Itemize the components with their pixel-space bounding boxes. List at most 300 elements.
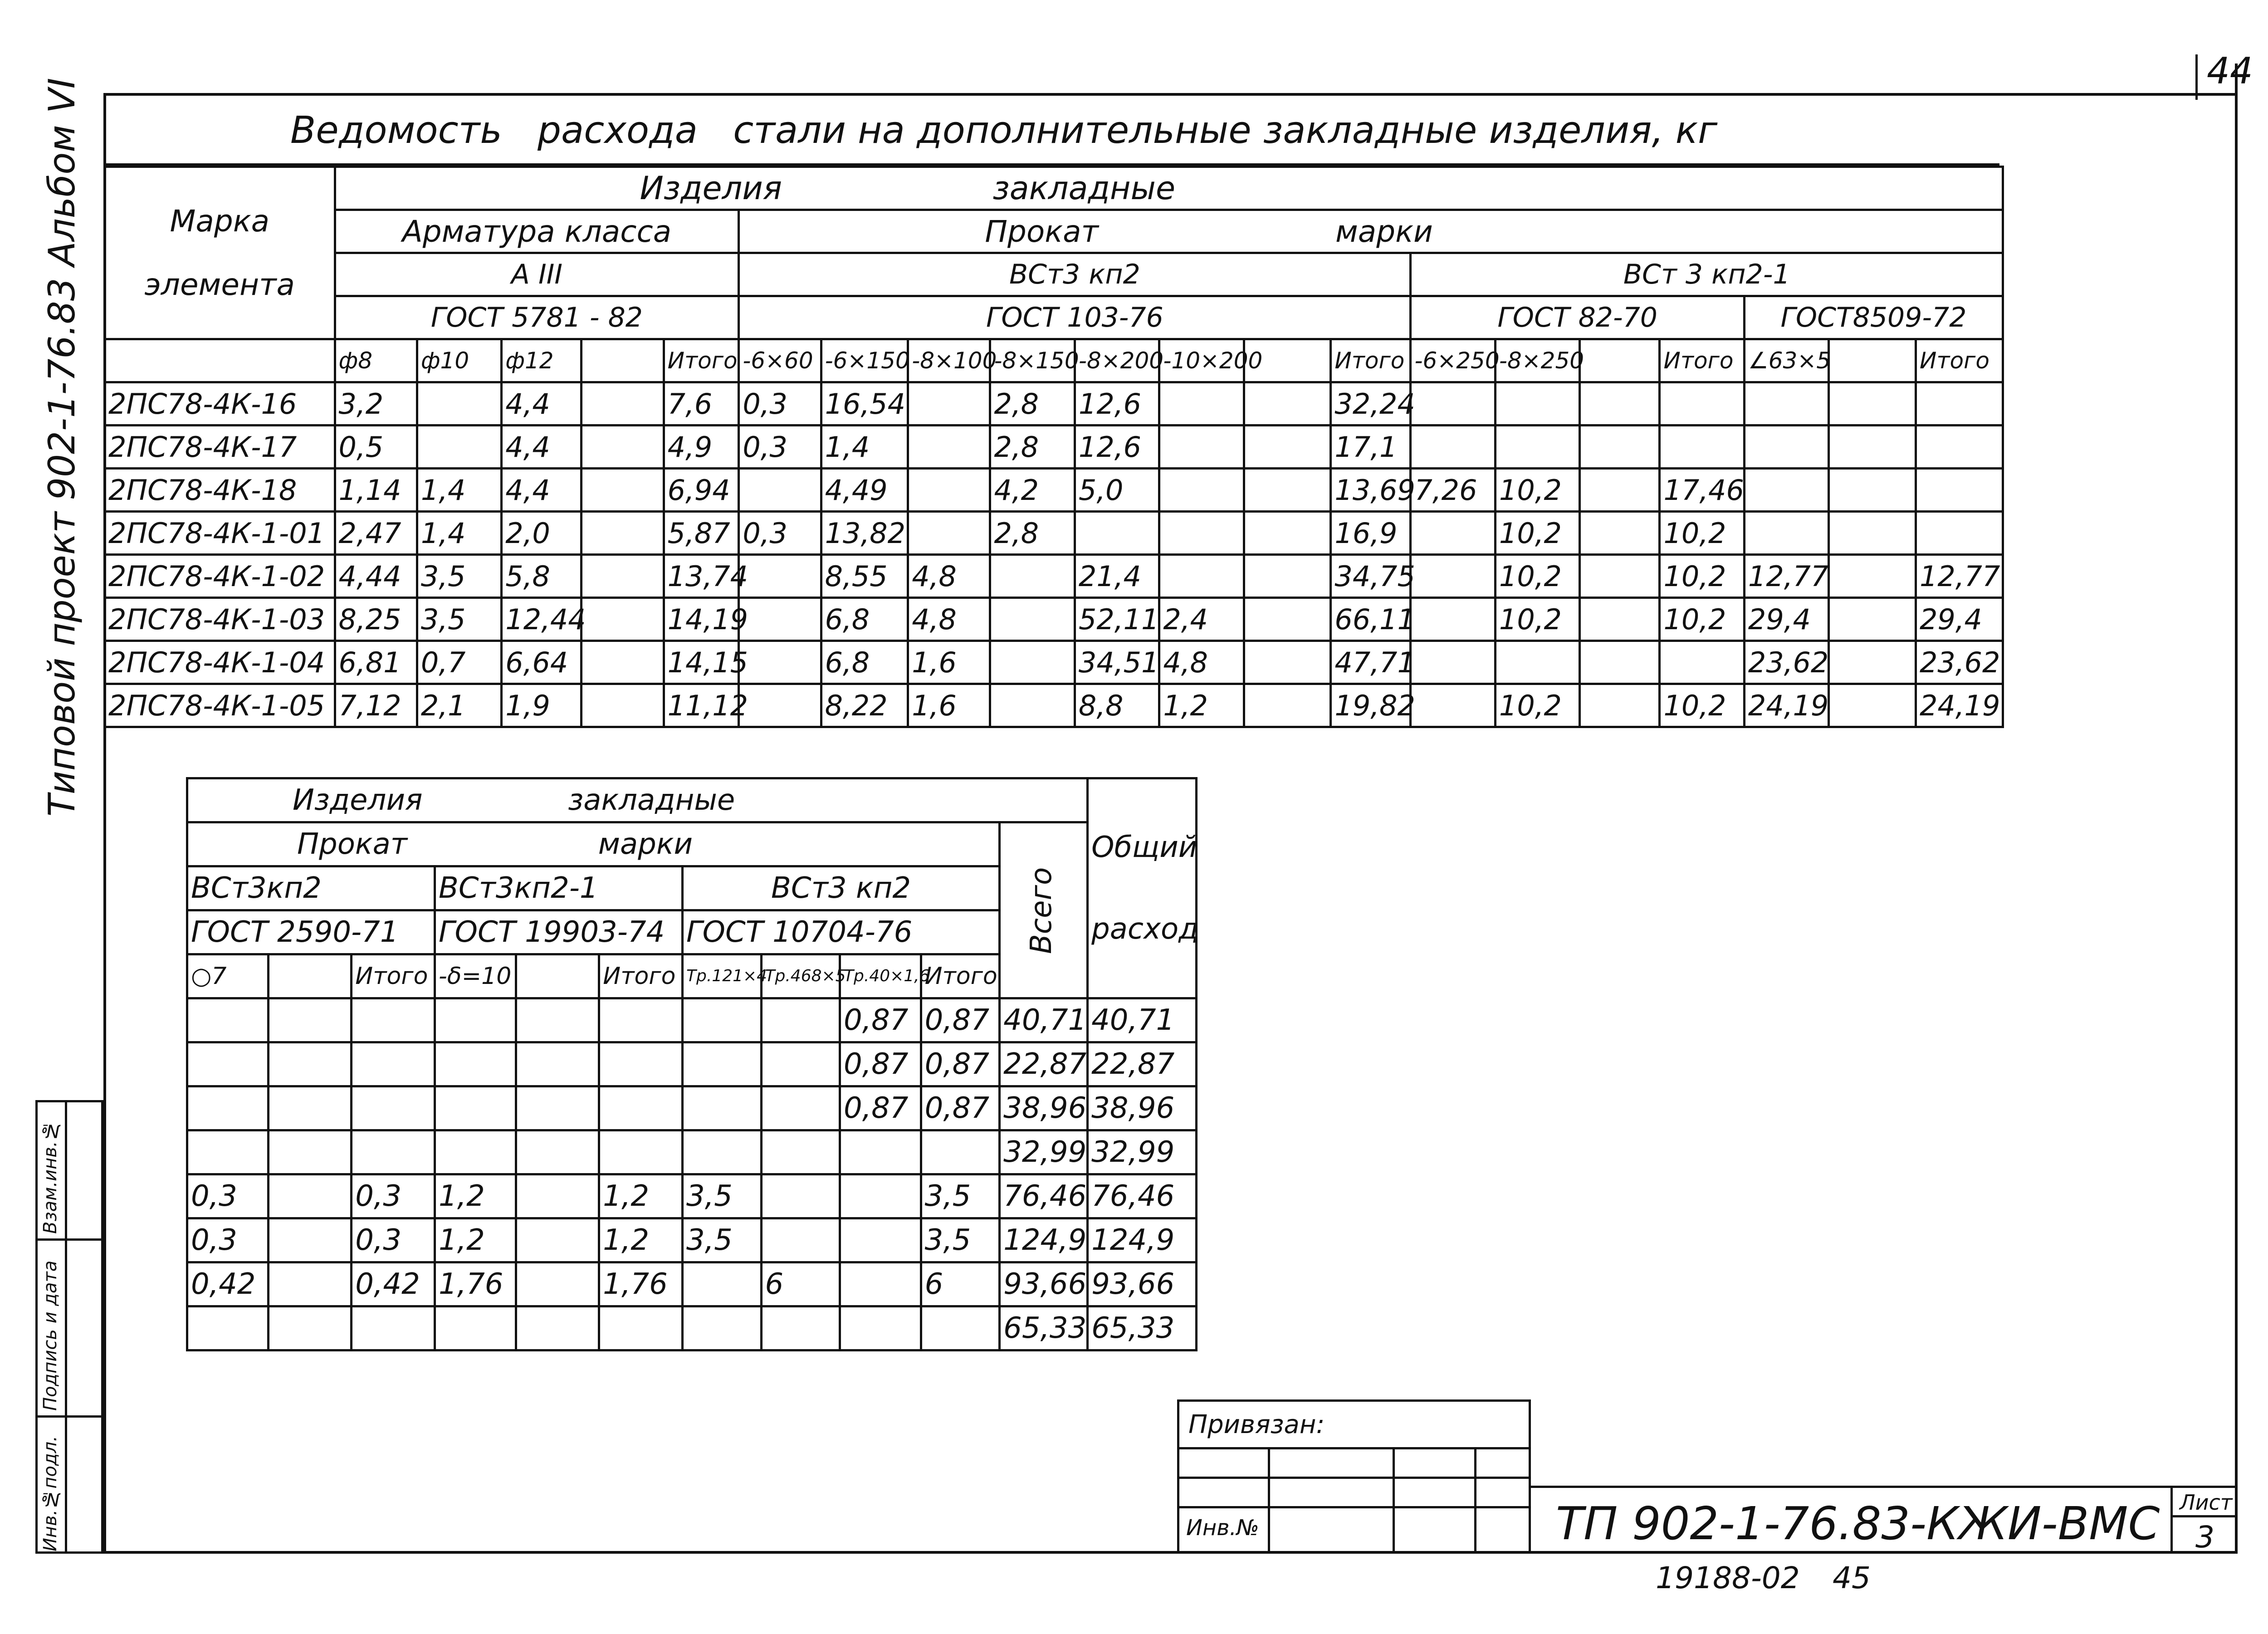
value-cell [1244, 598, 1331, 641]
vsego-header [1000, 822, 1088, 998]
value-cell: 2,1 [417, 684, 501, 727]
value-cell: 4,8 [908, 555, 990, 598]
total-label-2: расход [1091, 912, 1199, 946]
value-cell: 0,7 [417, 641, 501, 684]
value-cell [516, 1262, 599, 1306]
value-cell: 4,8 [908, 598, 990, 641]
table-row [187, 1306, 1197, 1350]
table-row [105, 469, 2003, 512]
value-cell [417, 426, 501, 469]
value-cell: 66,11 [1331, 598, 1411, 641]
value-cell [1244, 426, 1331, 469]
value-cell [990, 641, 1075, 684]
value-cell: 3,5 [683, 1174, 762, 1218]
value-cell [1244, 512, 1331, 555]
value-cell [1916, 426, 2003, 469]
value-cell: 16,54 [821, 382, 908, 426]
value-cell [739, 598, 821, 641]
value-cell: 1,2 [1159, 684, 1244, 727]
value-cell [1580, 555, 1660, 598]
col-header [1580, 339, 1660, 382]
value-cell [683, 1086, 762, 1130]
value-cell [1829, 426, 1916, 469]
value-cell [1159, 555, 1244, 598]
value-cell [1660, 426, 1744, 469]
table-row [105, 641, 2003, 684]
value-cell: 8,8 [1075, 684, 1159, 727]
value-cell [1411, 512, 1495, 555]
value-cell [990, 555, 1075, 598]
value-cell [1580, 684, 1660, 727]
value-cell: 7,26 [1411, 469, 1495, 512]
main-table-body [105, 382, 2003, 727]
value-cell: 0,42 [352, 1262, 435, 1306]
value-cell: 0,3 [739, 512, 821, 555]
main-table [103, 166, 2004, 728]
value-cell: 17,1 [1331, 426, 1411, 469]
col-header: Итого [664, 339, 739, 382]
list-divider [2173, 1515, 2238, 1517]
bottom-col-header: -δ=10 [435, 954, 516, 998]
value-cell [761, 1218, 840, 1262]
col-header: ф12 [502, 339, 582, 382]
bottom-col-header [268, 954, 352, 998]
prokat-label: Прокат [985, 214, 1099, 249]
value-cell: 0,87 [921, 998, 1000, 1042]
value-cell: 0,42 [187, 1262, 269, 1306]
value-cell [1411, 684, 1495, 727]
value-cell: 5,8 [502, 555, 582, 598]
value-cell [582, 512, 664, 555]
value-cell [1580, 426, 1660, 469]
value-cell [1495, 426, 1579, 469]
bottom-col-header: Тр.468×5 [761, 954, 840, 998]
value-cell: 40,71 [1088, 998, 1197, 1042]
value-cell [1829, 512, 1916, 555]
value-cell: 10,2 [1495, 555, 1579, 598]
document-code: ТП 902-1-76.83-КЖИ-ВМС [1556, 1497, 2160, 1550]
value-cell [268, 1262, 352, 1306]
element-mark-cell: 2ПС78-4К-1-04 [105, 641, 335, 684]
gost-103: ГОСТ 103-76 [739, 296, 1411, 339]
stamp-block [1177, 1399, 1531, 1554]
value-cell: 8,25 [335, 598, 417, 641]
value-cell [1411, 426, 1495, 469]
element-mark-cell: 2ПС78-4К-1-03 [105, 598, 335, 641]
value-cell: 14,19 [664, 598, 739, 641]
corner-tick [2195, 54, 2198, 100]
value-cell [1411, 382, 1495, 426]
col-header: -8×150 [990, 339, 1075, 382]
value-cell: 23,62 [1916, 641, 2003, 684]
value-cell [268, 1042, 352, 1086]
value-cell: 4,4 [502, 382, 582, 426]
value-cell [516, 1218, 599, 1262]
bottom-group-2: закладные [568, 783, 735, 817]
value-cell [599, 998, 683, 1042]
value-cell: 2,8 [990, 426, 1075, 469]
value-cell [352, 1042, 435, 1086]
value-cell [187, 998, 269, 1042]
armature-header: Арматура класса [335, 210, 739, 253]
value-cell: 1,2 [599, 1218, 683, 1262]
value-cell: 3,5 [921, 1218, 1000, 1262]
value-cell: 2,4 [1159, 598, 1244, 641]
value-cell: 47,71 [1331, 641, 1411, 684]
total-label-1: Общий [1091, 831, 1198, 864]
value-cell: 10,2 [1495, 684, 1579, 727]
value-cell [268, 1086, 352, 1130]
value-cell [1744, 512, 1828, 555]
gost-10704: ГОСТ 10704-76 [683, 910, 1000, 954]
value-cell [1411, 555, 1495, 598]
value-cell [1159, 512, 1244, 555]
table-row [187, 1262, 1197, 1306]
value-cell [1580, 512, 1660, 555]
value-cell [516, 1306, 599, 1350]
value-cell: 6,64 [502, 641, 582, 684]
value-cell [1495, 641, 1579, 684]
value-cell [761, 998, 840, 1042]
value-cell [1660, 382, 1744, 426]
value-cell [683, 1042, 762, 1086]
value-cell [516, 1130, 599, 1174]
value-cell [1244, 641, 1331, 684]
value-cell: 32,24 [1331, 382, 1411, 426]
left-stamp-vzam: Взам.инв.№ [40, 1120, 61, 1234]
table-row [105, 684, 2003, 727]
value-cell [1411, 641, 1495, 684]
value-cell: 0,3 [352, 1218, 435, 1262]
bottom-col-header [516, 954, 599, 998]
table-row [105, 426, 2003, 469]
value-cell: 0,87 [840, 1086, 921, 1130]
col-header [582, 339, 664, 382]
value-cell: 10,2 [1495, 512, 1579, 555]
value-cell: 40,71 [1000, 998, 1088, 1042]
value-cell [268, 1130, 352, 1174]
gost-19903: ГОСТ 19903-74 [435, 910, 683, 954]
value-cell: 1,2 [599, 1174, 683, 1218]
bottom-prokat-header [187, 822, 1000, 866]
value-cell: 7,12 [335, 684, 417, 727]
value-cell: 2,0 [502, 512, 582, 555]
bottom-col-header: Итого [352, 954, 435, 998]
value-cell [582, 382, 664, 426]
page-title: Ведомость расхода стали на дополнительные закладные изделия, кг [290, 109, 1718, 152]
col-header: -10×200 [1159, 339, 1244, 382]
value-cell [435, 1042, 516, 1086]
value-cell [417, 382, 501, 426]
stamp-v3 [1474, 1447, 1476, 1554]
bottom-page-no: 45 [1833, 1561, 1871, 1595]
side-label: Типовой проект 902-1-76.83 Альбом VI [41, 78, 83, 817]
value-cell: 76,46 [1088, 1174, 1197, 1218]
left-stamp-divider [65, 1102, 67, 1551]
value-cell: 19,82 [1331, 684, 1411, 727]
value-cell [352, 998, 435, 1042]
value-cell [599, 1086, 683, 1130]
element-mark-cell: 2ПС78-4К-17 [105, 426, 335, 469]
value-cell [1580, 382, 1660, 426]
value-cell [921, 1306, 1000, 1350]
value-cell: 11,12 [664, 684, 739, 727]
value-cell [683, 1306, 762, 1350]
value-cell: 4,4 [502, 426, 582, 469]
value-cell: 6 [761, 1262, 840, 1306]
table-row [105, 555, 2003, 598]
value-cell [187, 1130, 269, 1174]
bottom-prokat: Прокат [297, 827, 408, 861]
prokat-header [739, 210, 2003, 253]
value-cell: 1,76 [599, 1262, 683, 1306]
value-cell [1660, 641, 1744, 684]
value-cell [1411, 598, 1495, 641]
vst3kp2-header: ВСт3 кп2 [739, 253, 1411, 296]
value-cell [739, 684, 821, 727]
col-header: -6×150 [821, 339, 908, 382]
value-cell: 0,87 [921, 1042, 1000, 1086]
a3-header: А III [335, 253, 739, 296]
value-cell [599, 1130, 683, 1174]
value-cell [990, 598, 1075, 641]
value-cell [516, 1174, 599, 1218]
value-cell: 14,15 [664, 641, 739, 684]
col-header: Итого [1331, 339, 1411, 382]
value-cell [990, 684, 1075, 727]
column-header-row [105, 339, 2003, 382]
value-cell [352, 1130, 435, 1174]
value-cell: 0,3 [352, 1174, 435, 1218]
value-cell [1244, 382, 1331, 426]
gost-5781: ГОСТ 5781 - 82 [335, 296, 739, 339]
bottom-group-header [187, 778, 1088, 822]
value-cell: 1,6 [908, 684, 990, 727]
value-cell [352, 1306, 435, 1350]
value-cell: 34,51 [1075, 641, 1159, 684]
value-cell [187, 1306, 269, 1350]
list-number: 3 [2195, 1520, 2214, 1555]
value-cell: 13,74 [664, 555, 739, 598]
vst3kp2-1-header: ВСт 3 кп2-1 [1411, 253, 2003, 296]
value-cell: 12,6 [1075, 426, 1159, 469]
table-row [105, 382, 2003, 426]
value-cell [921, 1130, 1000, 1174]
value-cell: 23,62 [1744, 641, 1828, 684]
value-cell: 0,3 [187, 1174, 269, 1218]
value-cell: 0,3 [739, 382, 821, 426]
value-cell: 0,3 [187, 1218, 269, 1262]
value-cell [516, 998, 599, 1042]
value-cell: 93,66 [1000, 1262, 1088, 1306]
value-cell [268, 1174, 352, 1218]
value-cell: 12,77 [1916, 555, 2003, 598]
value-cell [840, 1306, 921, 1350]
marki-label: марки [1335, 214, 1433, 249]
value-cell: 29,4 [1744, 598, 1828, 641]
value-cell [435, 1130, 516, 1174]
value-cell: 0,3 [739, 426, 821, 469]
value-cell: 6 [921, 1262, 1000, 1306]
col-header: -6×250 [1411, 339, 1495, 382]
value-cell: 4,4 [502, 469, 582, 512]
value-cell: 124,9 [1000, 1218, 1088, 1262]
value-cell [435, 998, 516, 1042]
value-cell: 10,2 [1495, 469, 1579, 512]
list-label: Лист [2180, 1490, 2233, 1515]
col-header: Итого [1660, 339, 1744, 382]
bottom-table [186, 777, 1198, 1351]
col-header: ф8 [335, 339, 417, 382]
value-cell [599, 1042, 683, 1086]
value-cell [840, 1130, 921, 1174]
value-cell [683, 1262, 762, 1306]
value-cell: 93,66 [1088, 1262, 1197, 1306]
bottom-col-header: ○7 [187, 954, 269, 998]
value-cell [1075, 512, 1159, 555]
value-cell: 21,4 [1075, 555, 1159, 598]
value-cell: 2,8 [990, 382, 1075, 426]
value-cell: 12,6 [1075, 382, 1159, 426]
value-cell [1159, 469, 1244, 512]
left-stamp [35, 1100, 103, 1554]
value-cell [1244, 684, 1331, 727]
value-cell: 1,4 [417, 512, 501, 555]
left-stamp-sign: Подпись и дата [40, 1260, 61, 1411]
value-cell: 4,2 [990, 469, 1075, 512]
value-cell [1580, 469, 1660, 512]
value-cell: 22,87 [1088, 1042, 1197, 1086]
bottom-code: 19188-02 [1656, 1561, 1800, 1595]
list-box [2170, 1486, 2238, 1554]
value-cell: 4,8 [1159, 641, 1244, 684]
value-cell [582, 598, 664, 641]
value-cell: 8,55 [821, 555, 908, 598]
value-cell: 12,44 [502, 598, 582, 641]
value-cell: 3,5 [417, 598, 501, 641]
value-cell: 6,8 [821, 641, 908, 684]
value-cell [1580, 641, 1660, 684]
value-cell [268, 1306, 352, 1350]
value-cell: 0,5 [335, 426, 417, 469]
bottom-col-header: Тр.121×4 [683, 954, 762, 998]
bottom-vst3kp2-1: ВСт3кп2-1 [435, 866, 683, 910]
total-header [1088, 778, 1197, 998]
group-header [335, 167, 2003, 210]
mark-header: Марка элемента [105, 167, 335, 339]
value-cell: 4,9 [664, 426, 739, 469]
value-cell: 6,81 [335, 641, 417, 684]
value-cell: 76,46 [1000, 1174, 1088, 1218]
table-row [187, 1130, 1197, 1174]
table-row [187, 1086, 1197, 1130]
value-cell [739, 555, 821, 598]
value-cell [187, 1042, 269, 1086]
value-cell: 32,99 [1000, 1130, 1088, 1174]
value-cell: 38,96 [1000, 1086, 1088, 1130]
frame-bottom [103, 1551, 2238, 1554]
gost-8509: ГОСТ8509-72 [1744, 296, 2003, 339]
value-cell [1159, 426, 1244, 469]
col-header: Итого [1916, 339, 2003, 382]
element-mark-cell: 2ПС78-4К-18 [105, 469, 335, 512]
value-cell [908, 426, 990, 469]
element-mark-cell: 2ПС78-4К-1-02 [105, 555, 335, 598]
value-cell [683, 998, 762, 1042]
value-cell [1744, 469, 1828, 512]
value-cell [1829, 641, 1916, 684]
value-cell [1829, 555, 1916, 598]
value-cell [599, 1306, 683, 1350]
value-cell: 22,87 [1000, 1042, 1088, 1086]
value-cell [761, 1306, 840, 1350]
value-cell: 3,5 [921, 1174, 1000, 1218]
col-header: ∠63×5 [1744, 339, 1828, 382]
value-cell: 1,6 [908, 641, 990, 684]
value-cell [268, 1218, 352, 1262]
value-cell: 0,87 [921, 1086, 1000, 1130]
value-cell [582, 684, 664, 727]
value-cell [1495, 382, 1579, 426]
value-cell: 4,49 [821, 469, 908, 512]
value-cell [1829, 684, 1916, 727]
value-cell: 5,87 [664, 512, 739, 555]
table-row [187, 1174, 1197, 1218]
gost-82: ГОСТ 82-70 [1411, 296, 1744, 339]
value-cell [739, 641, 821, 684]
value-cell [1916, 512, 2003, 555]
value-cell [582, 469, 664, 512]
value-cell [435, 1086, 516, 1130]
value-cell [582, 555, 664, 598]
frame-top [103, 93, 2238, 96]
bottom-vst3kp2-a: ВСт3кп2 [187, 866, 435, 910]
col-mark-blank [105, 339, 335, 382]
value-cell: 8,22 [821, 684, 908, 727]
left-stamp-h2 [38, 1415, 101, 1418]
privyazan-label: Привязан: [1188, 1410, 1325, 1439]
value-cell [739, 469, 821, 512]
table-row [187, 1042, 1197, 1086]
value-cell: 10,2 [1660, 512, 1744, 555]
table-row [187, 998, 1197, 1042]
col-header: -8×100 [908, 339, 990, 382]
value-cell: 7,6 [664, 382, 739, 426]
element-mark-cell: 2ПС78-4К-1-05 [105, 684, 335, 727]
value-cell [1744, 382, 1828, 426]
code-line [1531, 1486, 2238, 1488]
value-cell [516, 1042, 599, 1086]
value-cell [1159, 382, 1244, 426]
value-cell: 13,69 [1331, 469, 1411, 512]
col-header: -8×250 [1495, 339, 1579, 382]
stamp-v1 [1268, 1447, 1270, 1554]
value-cell: 1,4 [417, 469, 501, 512]
left-stamp-inv: Инв.№подл. [40, 1436, 61, 1551]
value-cell: 3,5 [417, 555, 501, 598]
frame-right [2235, 64, 2238, 1554]
value-cell [1916, 469, 2003, 512]
value-cell: 1,2 [435, 1174, 516, 1218]
value-cell: 10,2 [1660, 555, 1744, 598]
table-row [105, 598, 2003, 641]
value-cell [187, 1086, 269, 1130]
value-cell [1580, 598, 1660, 641]
value-cell: 1,2 [435, 1218, 516, 1262]
value-cell [908, 382, 990, 426]
value-cell: 13,82 [821, 512, 908, 555]
bottom-table-body [187, 998, 1197, 1350]
